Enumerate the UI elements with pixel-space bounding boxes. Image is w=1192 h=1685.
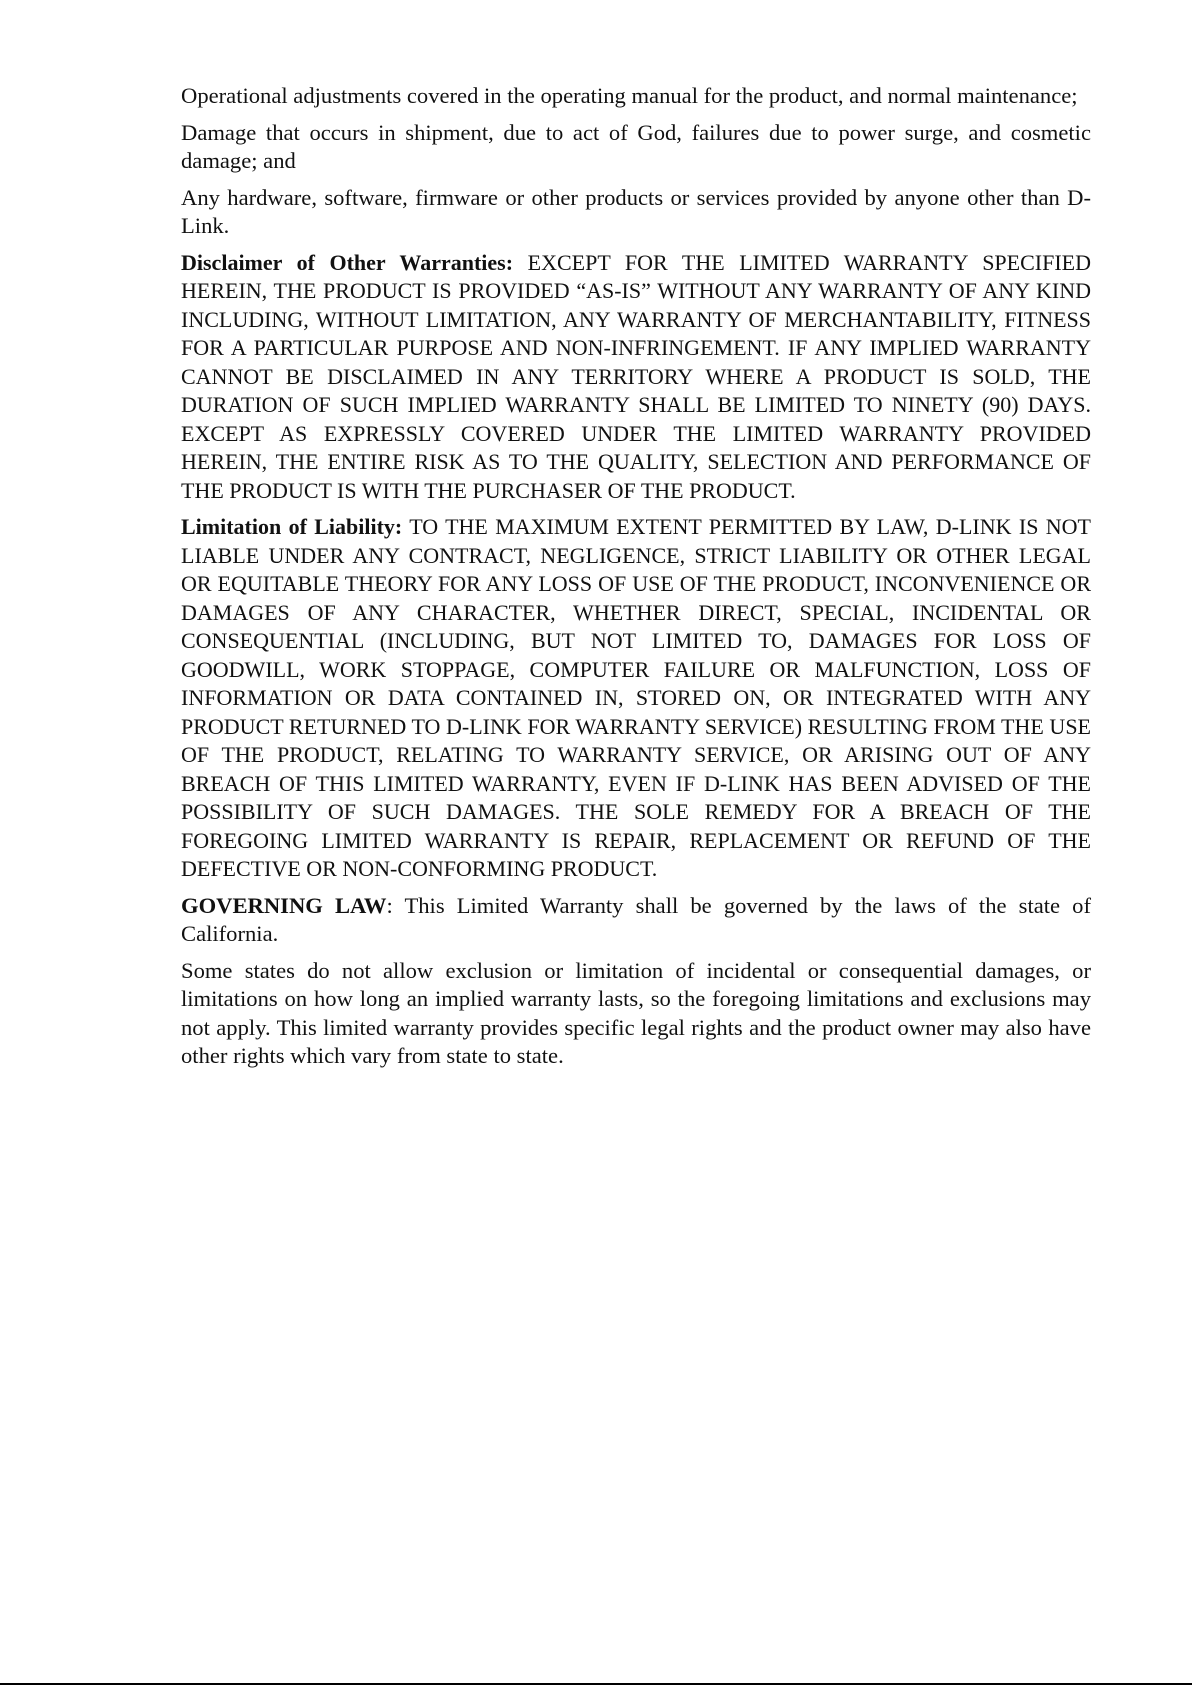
- document-page: [181, 82, 1091, 1079]
- section-heading: Limitation of Liability:: [181, 514, 403, 539]
- limitation-of-liability: [181, 513, 1091, 884]
- disclaimer-of-other-warranties: [181, 249, 1091, 506]
- exclusion-operational-adjustments: [181, 82, 1091, 111]
- paragraph-text: Damage that occurs in shipment, due to act of God, failures due to power surge, and cosmetic damage; and: [181, 119, 1091, 173]
- section-heading: GOVERNING LAW: [181, 892, 387, 918]
- governing-law: [181, 892, 1091, 949]
- state-rights-notice: [181, 957, 1091, 1071]
- paragraph-text: EXCEPT FOR THE LIMITED WARRANTY SPECIFIED HEREIN, THE PRODUCT IS PROVIDED “AS-IS” WITHOUT ANY WARRANTY OF ANY KIND INCLUDING, WITHOUT LIMITATION, ANY WARRANTY OF MERCHANTABILITY, FITNESS FOR A PARTICULAR PURPOSE AND NON-INFRINGEMENT. IF ANY IMPLIED WARRANTY CANNOT BE DISCLAIMED IN ANY TERRITORY WHERE A PRODUCT IS SOLD, THE DURATION OF SUCH IMPLIED WARRANTY SHALL BE LIMITED TO NINETY (90) DAYS. EXCEPT AS EXPRESSLY COVERED UNDER THE LIMITED WARRANTY PROVIDED HEREIN, THE ENTIRE RISK AS TO THE QUALITY, SELECTION AND PERFORMANCE OF THE PRODUCT IS WITH THE PURCHASER OF THE PRODUCT.: [181, 249, 1091, 503]
- paragraph-text: : This Limited Warranty shall be governed by the laws of the state of California.: [181, 892, 1091, 946]
- exclusion-shipment-damage: [181, 119, 1091, 176]
- paragraph-text: Operational adjustments covered in the operating manual for the product, and normal maintenance;: [181, 83, 1078, 108]
- paragraph-text: Some states do not allow exclusion or limitation of incidental or consequential damages, or limitations on how long an implied warranty lasts, so the foregoing limitations and exclusions may not apply. This limited warranty provides specific legal rights and the product owner may also have other rights which vary from state to state.: [181, 957, 1091, 1068]
- exclusion-third-party-products: [181, 184, 1091, 241]
- paragraph-text: TO THE MAXIMUM EXTENT PERMITTED BY LAW, D-LINK IS NOT LIABLE UNDER ANY CONTRACT, NEGLIGENCE, STRICT LIABILITY OR OTHER LEGAL OR EQUITABLE THEORY FOR ANY LOSS OF USE OF THE PRODUCT, INCONVENIENCE OR DAMAGES OF ANY CHARACTER, WHETHER DIRECT, SPECIAL, INCIDENTAL OR CONSEQUENTIAL (INCLUDING, BUT NOT LIMITED TO, DAMAGES FOR LOSS OF GOODWILL, WORK STOPPAGE, COMPUTER FAILURE OR MALFUNCTION, LOSS OF INFORMATION OR DATA CONTAINED IN, STORED ON, OR INTEGRATED WITH ANY PRODUCT RETURNED TO D-LINK FOR WARRANTY SERVICE) RESULTING FROM THE USE OF THE PRODUCT, RELATING TO WARRANTY SERVICE, OR ARISING OUT OF ANY BREACH OF THIS LIMITED WARRANTY, EVEN IF D-LINK HAS BEEN ADVISED OF THE POSSIBILITY OF SUCH DAMAGES. THE SOLE REMEDY FOR A BREACH OF THE FOREGOING LIMITED WARRANTY IS REPAIR, REPLACEMENT OR REFUND OF THE DEFECTIVE OR NON-CONFORMING PRODUCT.: [181, 514, 1091, 881]
- section-heading: Disclaimer of Other Warranties:: [181, 249, 514, 275]
- paragraph-text: Any hardware, software, firmware or other products or services provided by anyone other than D-Link.: [181, 184, 1091, 238]
